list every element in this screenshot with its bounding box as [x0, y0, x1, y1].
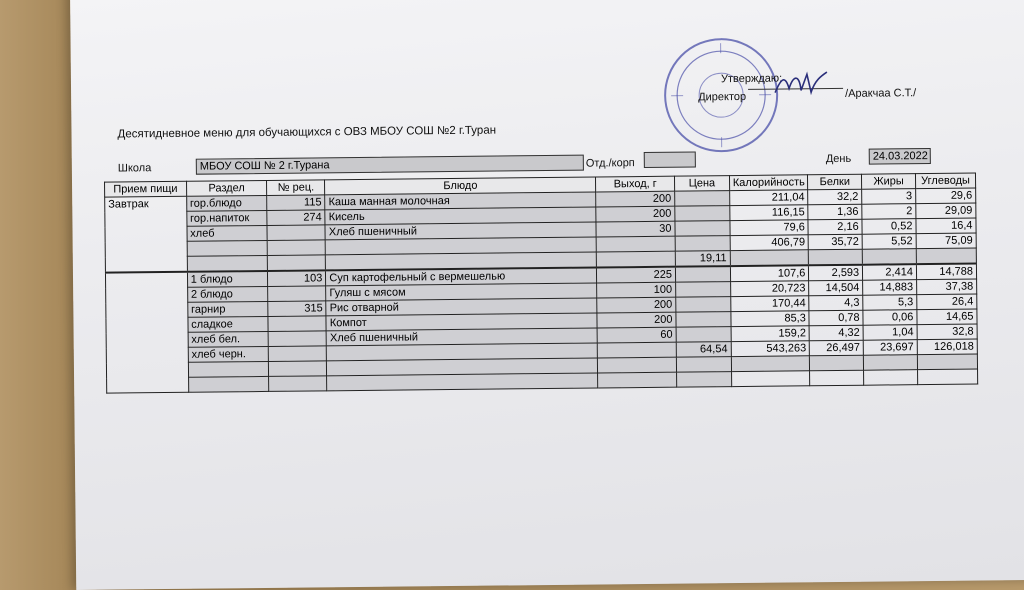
cell-yield: 200 — [596, 206, 675, 222]
cell-fat: 2 — [862, 204, 916, 220]
cell-fat: 0,52 — [862, 219, 916, 235]
cell-section: 1 блюдо — [187, 271, 268, 287]
cell-dish: Гуляш с мясом — [326, 283, 597, 301]
lunch-total-carbs: 126,018 — [917, 339, 977, 355]
col-fat: Жиры — [862, 174, 916, 190]
cell-carbs: 37,38 — [917, 279, 977, 295]
cell-carbs: 29,6 — [916, 188, 976, 204]
cell-carbs: 14,65 — [917, 309, 977, 325]
breakfast-total-price: 19,11 — [675, 251, 730, 267]
paper-sheet — [70, 0, 1024, 590]
cell-recipe — [268, 286, 326, 302]
day-field: 24.03.2022 — [869, 148, 931, 165]
cell-price — [676, 327, 731, 343]
approval-name: /Аракчаа С.Т./ — [845, 87, 916, 100]
col-dish: Блюдо — [325, 177, 596, 195]
document-title: Десятидневное меню для обучающихся с ОВЗ МБОУ СОШ №2 г.Туран — [117, 125, 496, 141]
cell-yield: 200 — [596, 191, 675, 207]
cell-recipe — [268, 316, 326, 332]
cell-fat: 3 — [862, 189, 916, 205]
cell-fat: 5,3 — [863, 295, 917, 311]
cell-kcal: 116,15 — [730, 205, 809, 221]
cell-kcal: 159,2 — [731, 326, 810, 342]
col-meal: Прием пищи — [105, 181, 187, 197]
school-label: Школа — [118, 162, 152, 174]
cell-kcal: 107,6 — [730, 265, 809, 281]
col-kcal: Калорийность — [729, 175, 808, 191]
breakfast-total-kcal: 406,79 — [730, 235, 809, 251]
cell-dish: Каша манная молочная — [325, 192, 596, 210]
lunch-total-price: 64,54 — [676, 342, 731, 358]
cell-kcal: 170,44 — [730, 296, 809, 312]
cell-price — [675, 221, 730, 237]
cell-recipe: 103 — [268, 270, 326, 286]
cell-dish: Хлеб пшеничный — [326, 328, 597, 346]
col-yield: Выход, г — [596, 176, 675, 192]
director-signature — [771, 68, 831, 99]
cell-kcal: 211,04 — [729, 190, 808, 206]
menu-table — [104, 173, 978, 394]
col-section: Раздел — [186, 180, 267, 196]
cell-dish: Хлеб пшеничный — [325, 222, 596, 240]
cell-yield: 225 — [597, 267, 676, 283]
cell-price — [676, 282, 731, 298]
cell-carbs: 26,4 — [917, 294, 977, 310]
breakfast-total-carbs: 75,09 — [916, 233, 976, 249]
approval-role: Директор — [698, 91, 746, 104]
cell-carbs: 29,09 — [916, 203, 976, 219]
cell-protein: 14,504 — [809, 280, 863, 296]
school-field: МБОУ СОШ № 2 г.Турана — [196, 155, 584, 175]
breakfast-total-protein: 35,72 — [808, 234, 862, 250]
approval-label: Утверждаю: — [721, 73, 782, 86]
cell-dish: Суп картофельный с вермешелью — [326, 267, 597, 285]
cell-fat: 0,06 — [863, 310, 917, 326]
lunch-total-kcal: 543,263 — [731, 341, 810, 357]
cell-section: гор.блюдо — [186, 195, 267, 211]
cell-section: гарнир — [187, 301, 268, 317]
lunch-total-protein: 26,497 — [810, 340, 864, 356]
cell-recipe — [268, 331, 326, 347]
cell-yield: 100 — [597, 282, 676, 298]
breakfast-total-fat: 5,52 — [862, 234, 916, 250]
department-label: Отд./корп — [586, 157, 635, 170]
cell-protein: 0,78 — [809, 310, 863, 326]
cell-carbs: 32,8 — [917, 324, 977, 340]
cell-dish: Кисель — [325, 207, 596, 225]
cell-price — [676, 312, 731, 328]
cell-price — [676, 297, 731, 313]
cell-carbs: 14,788 — [916, 264, 976, 280]
cell-dish: Компот — [326, 313, 597, 331]
cell-section: 2 блюдо — [187, 286, 268, 302]
cell-section: хлеб бел. — [188, 331, 269, 347]
day-label: День — [826, 153, 851, 165]
cell-dish: Рис отварной — [326, 298, 597, 316]
cell-fat: 2,414 — [863, 264, 917, 280]
cell-recipe: 274 — [267, 210, 325, 226]
cell-yield: 200 — [597, 297, 676, 313]
cell-section: хлеб — [187, 225, 268, 241]
cell-yield: 60 — [597, 327, 676, 343]
cell-protein: 32,2 — [808, 189, 862, 205]
cell-yield: 30 — [596, 221, 675, 237]
cell-recipe: 115 — [267, 195, 325, 211]
cell-price — [675, 266, 730, 282]
cell-price — [675, 206, 730, 222]
cell-kcal: 85,3 — [731, 311, 810, 327]
cell-protein: 1,36 — [808, 204, 862, 220]
cell-fat: 14,883 — [863, 280, 917, 296]
cell-kcal: 20,723 — [730, 281, 809, 297]
cell-section: гор.напиток — [187, 210, 268, 226]
cell-price — [675, 191, 730, 207]
lunch-total-fat: 23,697 — [863, 340, 917, 356]
cell-protein: 4,3 — [809, 295, 863, 311]
col-protein: Белки — [808, 174, 862, 190]
cell-fat: 1,04 — [863, 325, 917, 341]
cell-recipe — [267, 225, 325, 241]
meal-breakfast: Завтрак — [105, 196, 188, 272]
cell-kcal: 79,6 — [730, 220, 809, 236]
cell-carbs: 16,4 — [916, 218, 976, 234]
cell-yield: 200 — [597, 312, 676, 328]
cell-protein: 4,32 — [809, 325, 863, 341]
cell-section: хлеб черн. — [188, 346, 269, 362]
department-field — [644, 151, 696, 168]
cell-recipe: 315 — [268, 301, 326, 317]
col-carbs: Углеводы — [915, 173, 975, 189]
cell-section: сладкое — [188, 316, 269, 332]
col-price: Цена — [674, 176, 729, 192]
col-recipe: № рец. — [267, 180, 325, 196]
meal-lunch — [105, 272, 188, 393]
cell-protein: 2,16 — [808, 219, 862, 235]
cell-protein: 2,593 — [809, 265, 863, 281]
